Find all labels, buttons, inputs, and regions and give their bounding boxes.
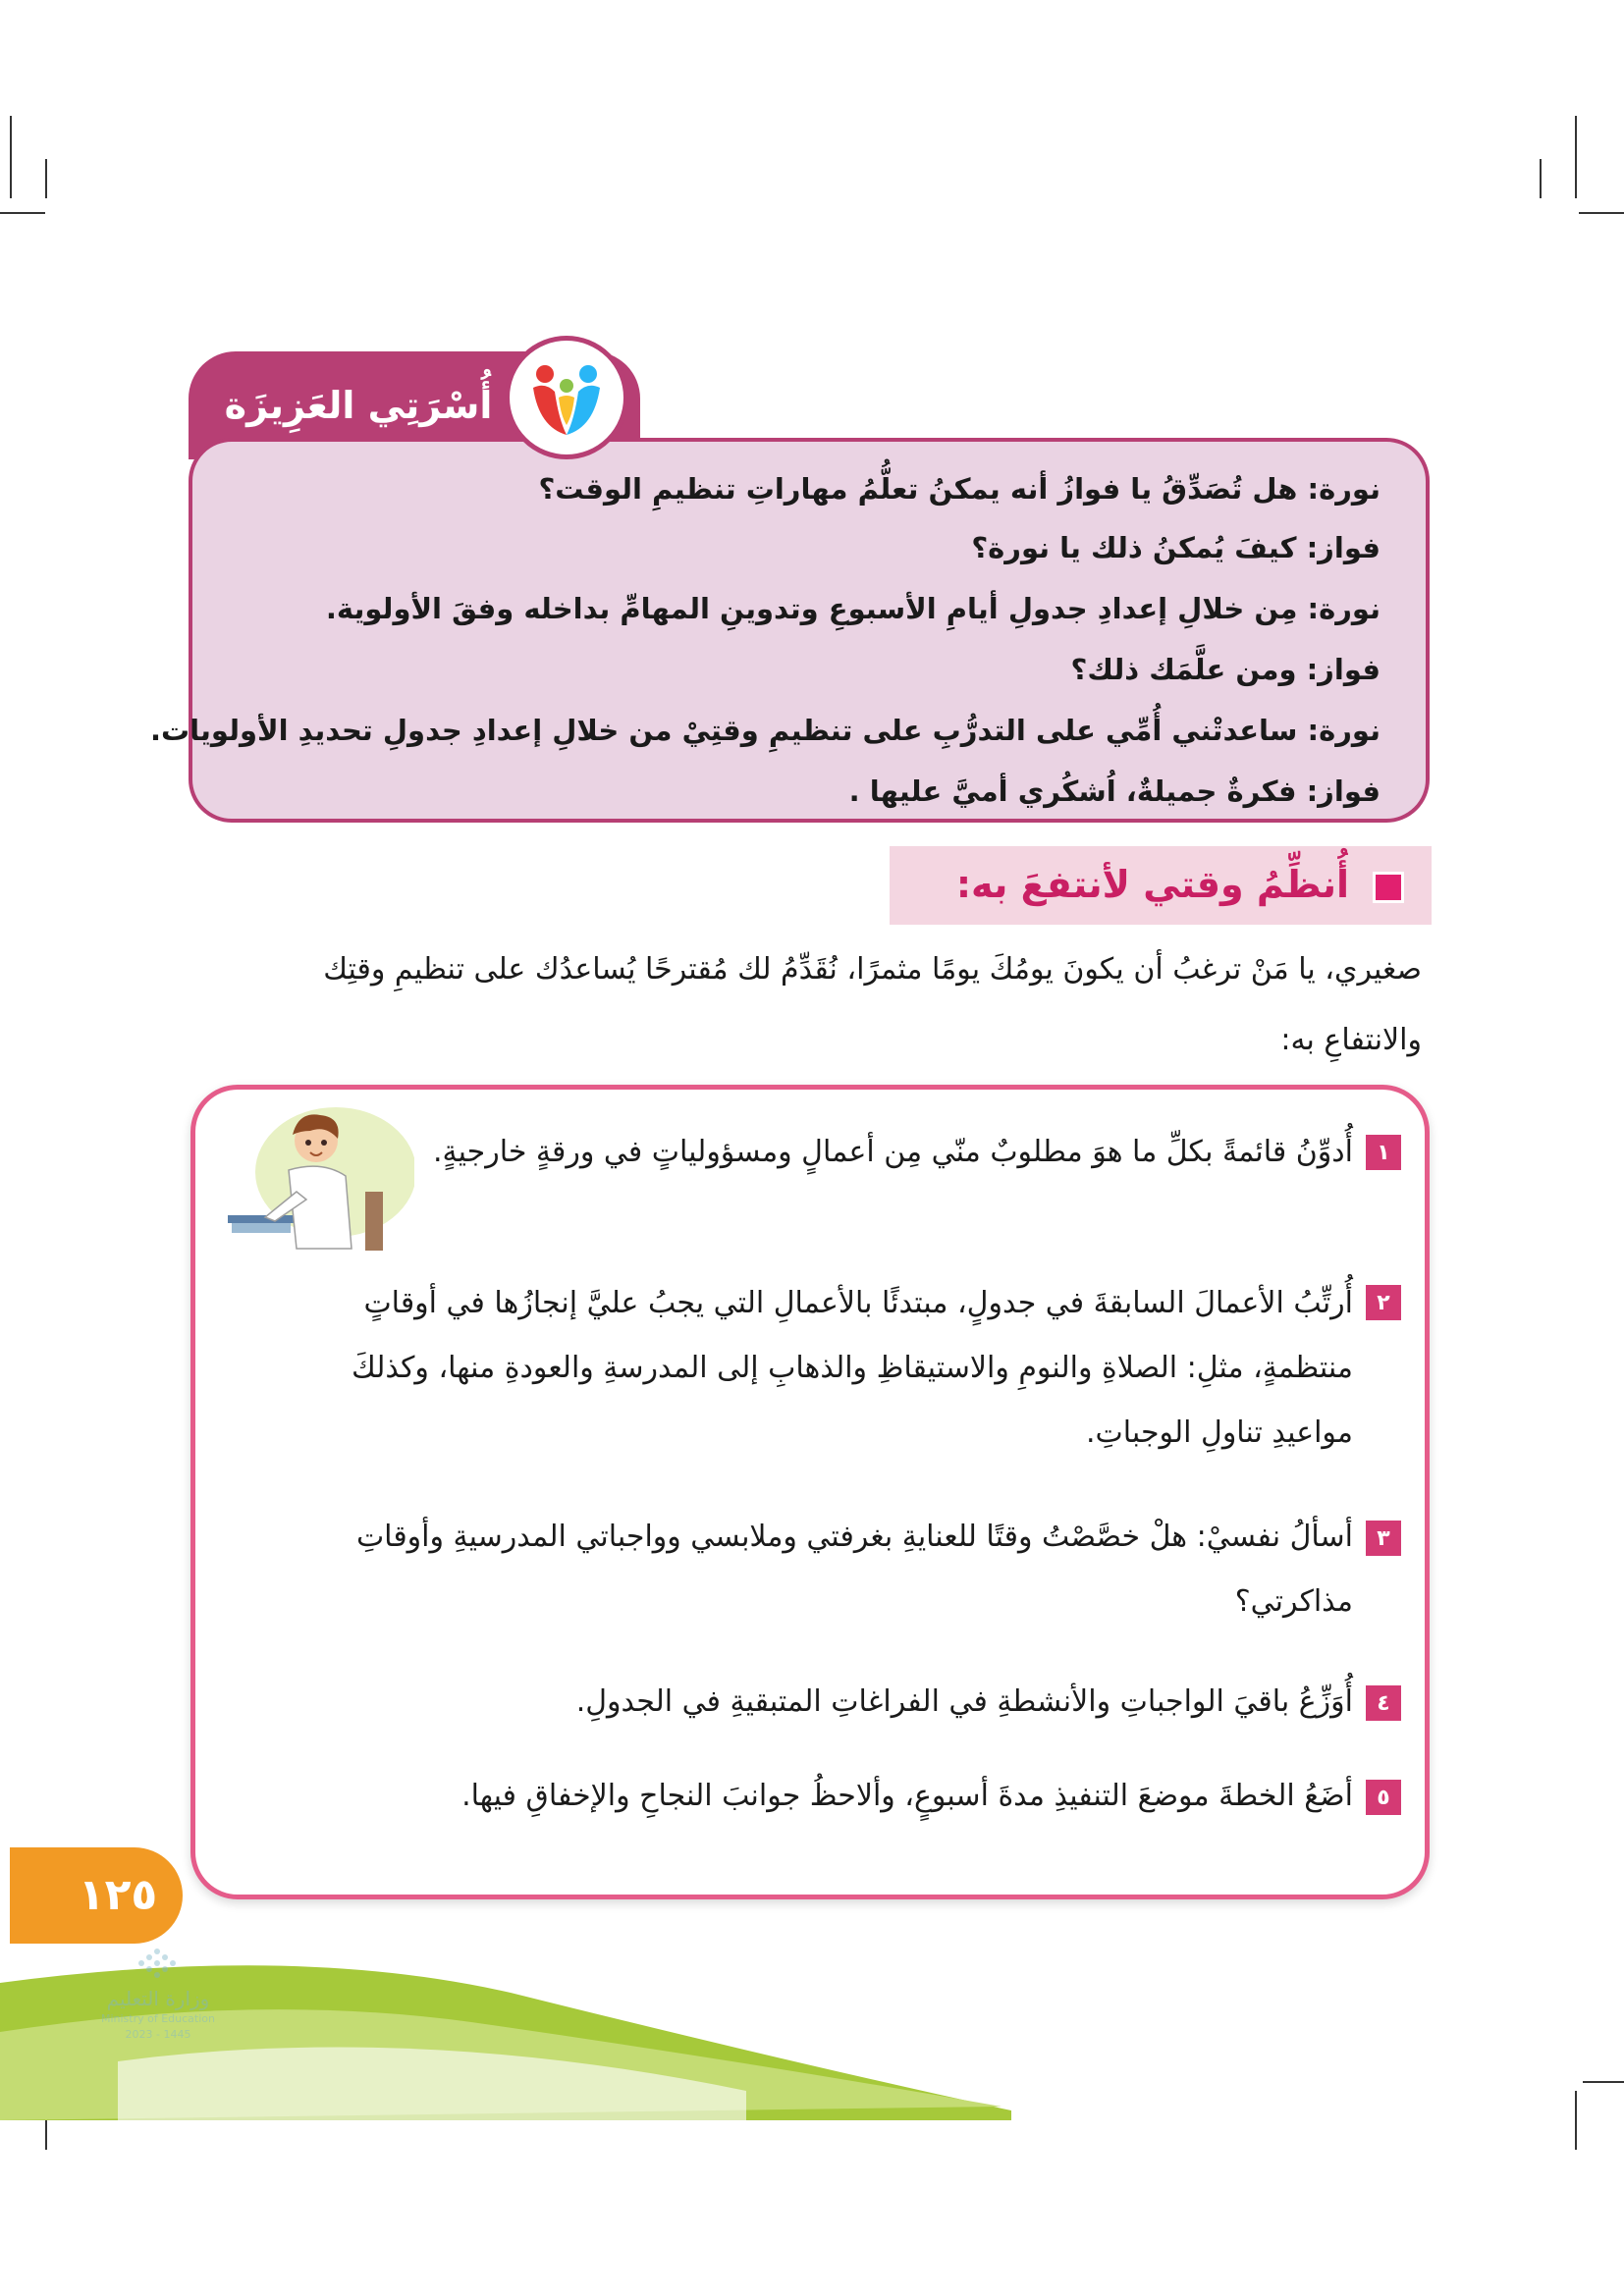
- family-icon: [505, 336, 628, 459]
- section-title: أُنظِّمُ وقتي لأنتفعَ به:: [955, 863, 1349, 906]
- dialogue-line: نورة: مِن خلالِ إعدادِ جدولِ أيامِ الأسبوعِ وتدوينِ المهامِّ بداخله وفقَ الأولوية.: [325, 592, 1380, 625]
- dialogue-line: فواز: ومن علَّمَك ذلك؟: [1070, 653, 1380, 686]
- ministry-year: 2023 - 1445: [125, 2028, 191, 2041]
- tip-text: أسألُ نفسيْ: هلْ خصَّصْتُ وقتًا للعنايةِ بغرفتي وملابسي وواجباتي المدرسيةِ وأوقاتِ: [355, 1520, 1353, 1554]
- tip-text: أُوَزِّعُ باقيَ الواجباتِ والأنشطةِ في الفراغاتِ المتبقيةِ في الجدولِ.: [575, 1684, 1353, 1719]
- tip-text: أضَعُ الخطةَ موضعَ التنفيذِ مدةَ أسبوعٍ، وألاحظُ جوانبَ النجاحِ والإخفاقِ فيها.: [461, 1779, 1353, 1813]
- tip-text: أُدوِّنُ قائمةً بكلِّ ما هوَ مطلوبٌ منّي مِن أعمالٍ ومسؤولياتٍ في ورقةٍ خارجيةٍ.: [433, 1135, 1353, 1169]
- crop-mark: [1579, 212, 1624, 214]
- tip-number: ٢: [1363, 1282, 1404, 1323]
- page-number: ١٢٥: [78, 1869, 158, 1920]
- dialogue-line: نورة: ساعدتْني أُمِّي على التدرُّبِ على تنظيمِ وقتِيْ من خلالِ إعدادِ جدولِ تحديدِ الأولويات.: [149, 714, 1380, 747]
- tip-text: مذاكرتي؟: [1234, 1584, 1353, 1619]
- ministry-name: وزارة التعليم: [106, 1987, 210, 2010]
- ministry-name-en: Ministry of Education: [100, 2012, 215, 2025]
- dialogue-line: نورة: هل تُصَدِّقُ يا فوازُ أنه يمكنُ تعلُّمُ مهاراتِ تنظيمِ الوقت؟: [538, 472, 1380, 506]
- tip-number: ٣: [1363, 1518, 1404, 1559]
- tip-number: ٥: [1363, 1777, 1404, 1818]
- footer-wave: [0, 1924, 1624, 2120]
- crop-mark: [0, 212, 45, 214]
- tip-text: أُرتِّبُ الأعمالَ السابقةَ في جدولٍ، مبتدئًا بالأعمالِ التي يجبُ عليَّ إنجازُها في أوقاتٍ: [363, 1286, 1353, 1320]
- tip-text: مواعيدِ تناولِ الوجباتِ.: [1086, 1415, 1353, 1450]
- intro-text: والانتفاعِ به:: [1280, 1023, 1422, 1057]
- crop-mark: [10, 116, 12, 198]
- tip-number: ١: [1363, 1132, 1404, 1173]
- tip-text: منتظمةٍ، مثلِ: الصلاةِ والنومِ والاستيقاظِ والذهابِ إلى المدرسةِ والعودةِ منها، وكذلكَ: [351, 1351, 1353, 1385]
- section-bullet-icon: [1373, 872, 1404, 903]
- crop-mark: [45, 159, 47, 198]
- dialogue-line: فواز: فكرةٌ جميلةٌ، اُشكُري أميَّ عليها .: [848, 774, 1380, 808]
- ministry-logo: [84, 1946, 232, 2054]
- dialogue-line: فواز: كيفَ يُمكنُ ذلك يا نورة؟: [971, 531, 1380, 564]
- family-box-title: أُسْرَتِي العَزِيزَة: [224, 384, 493, 427]
- crop-mark: [1540, 159, 1542, 198]
- crop-mark: [1575, 116, 1577, 198]
- intro-text: صغيري، يا مَنْ ترغبُ أن يكونَ يومُكَ يومًا مثمرًا، نُقَدِّمُ لك مُقترحًا يُساعدُك على تنظيمِ وقتِك: [323, 952, 1422, 987]
- tip-number: ٤: [1363, 1682, 1404, 1724]
